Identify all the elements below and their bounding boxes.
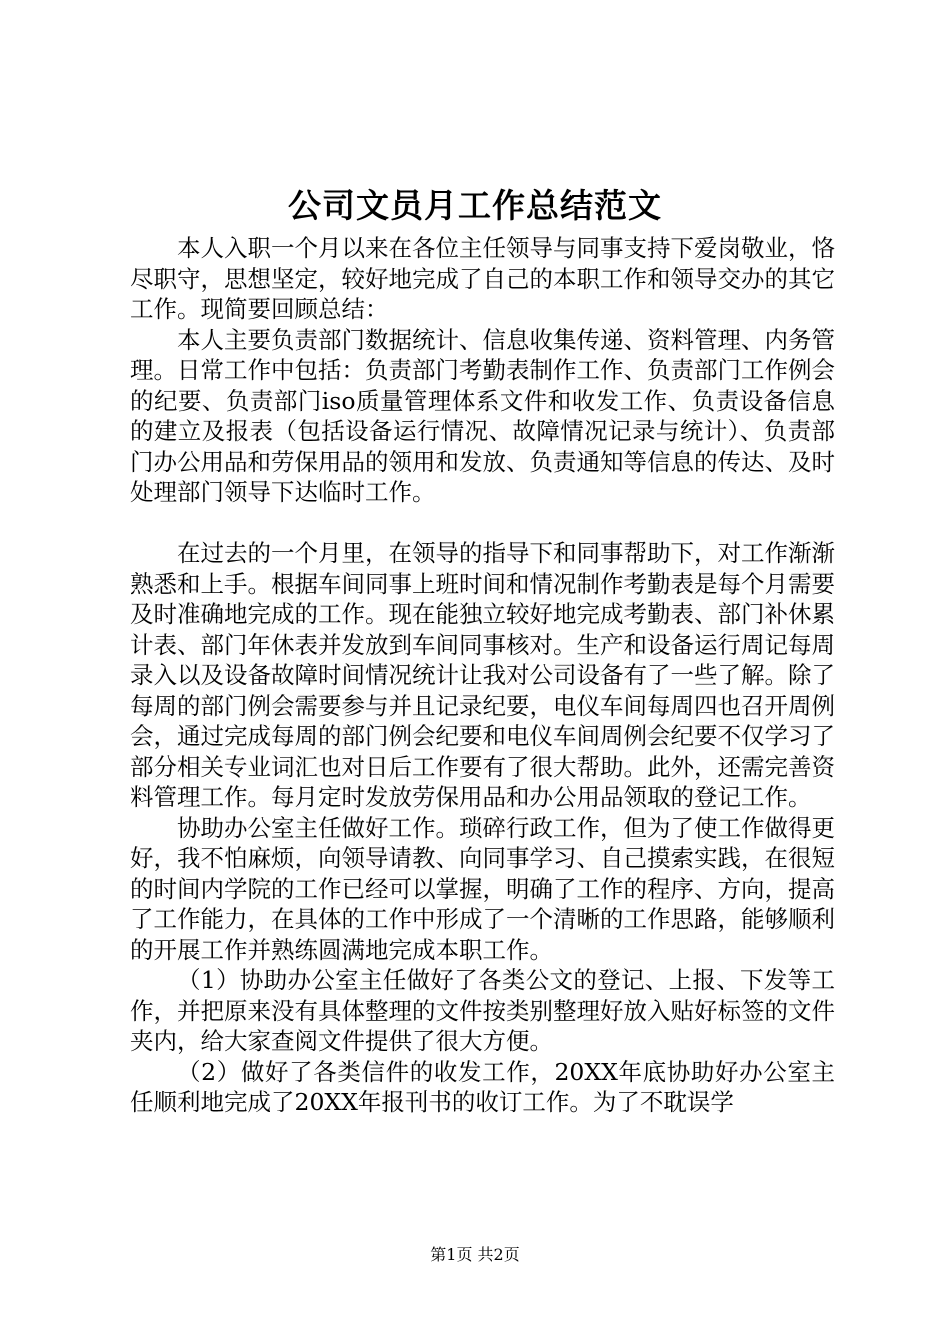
paragraph-responsibilities: 本人主要负责部门数据统计、信息收集传递、资料管理、内务管理。日常工作中包括：负责部门考勤表制作工作、负责部门工作例会的纪要、负责部门iso质量管理体系文件和收发工作、负责设备信息的建立及报表（包括设备运行情况、故障情况记录与统计）、负责部门办公用品和劳保用品的领用和发放、负责通知等信息的传达、及时处理部门领导下达临时工作。 bbox=[130, 325, 835, 506]
document-body bbox=[130, 233, 835, 1118]
paragraph-past-month: 在过去的一个月里，在领导的指导下和同事帮助下，对工作渐渐熟悉和上手。根据车间同事上班时间和情况制作考勤表是每个月需要及时准确地完成的工作。现在能独立较好地完成考勤表、部门补休累计表、部门年休表并发放到车间同事核对。生产和设备运行周记每周录入以及设备故障时间情况统计让我对公司设备有了一些了解。除了每周的部门例会需要参与并且记录纪要，电仪车间每周四也召开周例会，通过完成每周的部门例会纪要和电仪车间周例会纪要不仅学习了部分相关专业词汇也对日后工作要有了很大帮助。此外，还需完善资料管理工作。每月定时发放劳保用品和办公用品领取的登记工作。 bbox=[130, 539, 835, 811]
document-title: 公司文员月工作总结范文 bbox=[288, 186, 662, 225]
paragraph-intro: 本人入职一个月以来在各位主任领导与同事支持下爱岗敬业，恪尽职守，思想坚定，较好地完成了自己的本职工作和领导交办的其它工作。现简要回顾总结： bbox=[130, 234, 835, 323]
paragraph-item-1: （1）协助办公室主任做好了各类公文的登记、上报、下发等工作，并把原来没有具体整理的文件按类别整理好放入贴好标签的文件夹内，给大家查阅文件提供了很大方便。 bbox=[130, 966, 835, 1055]
paragraph-item-2: （2）做好了各类信件的收发工作，20XX年底协助好办公室主任顺利地完成了20XX年报刊书的收订工作。为了不耽误学 bbox=[130, 1057, 835, 1116]
paragraph-spacer bbox=[130, 508, 835, 539]
paragraph-assist-office: 协助办公室主任做好工作。琐碎行政工作，但为了使工作做得更好，我不怕麻烦，向领导请教、向同事学习、自己摸索实践，在很短的时间内学院的工作已经可以掌握，明确了工作的程序、方向，提高了工作能力，在具体的工作中形成了一个清晰的工作思路，能够顺利的开展工作并熟练圆满地完成本职工作。 bbox=[130, 813, 835, 964]
page-number-footer: 第1页 共2页 bbox=[430, 1245, 520, 1264]
